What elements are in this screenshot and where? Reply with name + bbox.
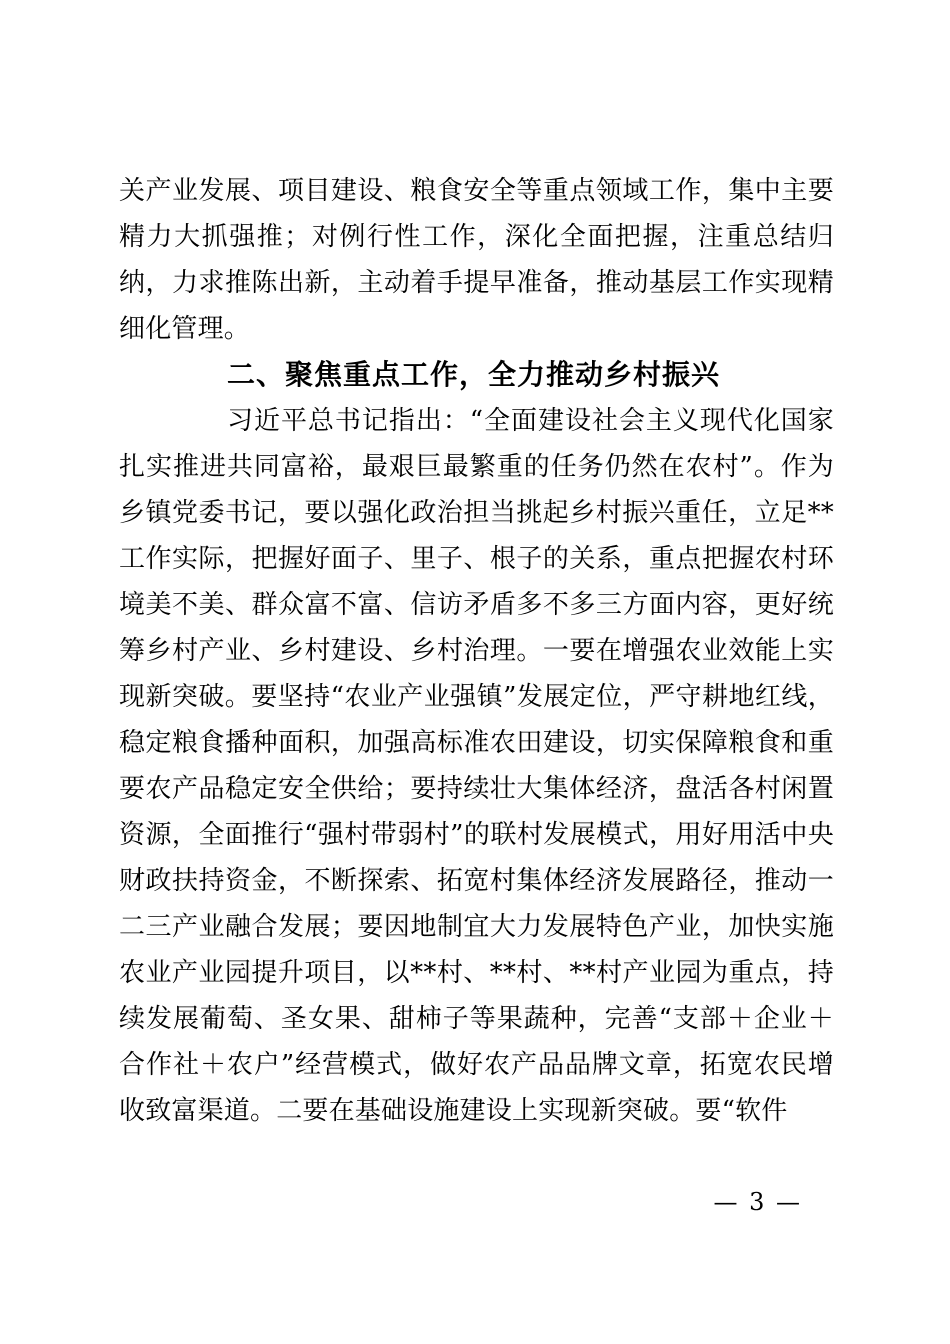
page-number: — 3 — — [713, 1188, 802, 1216]
section-heading: 二、聚焦重点工作，全力推动乡村振兴 — [227, 358, 721, 391]
paragraph-body: 习近平总书记指出：“全面建设社会主义现代化国家扎实推进共同富裕，最艰巨最繁重的任务仍然在农村”。作为乡镇党委书记，要以强化政治担当挑起乡村振兴重任，立足**工作实际，把握好面子、里子、根子的关系，重点把握农村环境美不美、群众富不富、信访矛盾多不多三方面内容，更好统筹乡村产业、乡村建设、乡村治理。一要在增强农业效能上实现新突破。要坚持“农业产业强镇”发展定位，严守耕地红线，稳定粮食播种面积，加强高标准农田建设，切实保障粮食和重要农产品稳定安全供给；要持续壮大集体经济，盘活各村闲置资源，全面推行“强村带弱村”的联村发展模式，用好用活中央财政扶持资金，不断探索、拓宽村集体经济发展路径，推动一二三产业融合发展；要因地制宜大力发展特色产业，加快实施农业产业园提升项目，以**村、**村、**村产业园为重点，持续发展葡萄、圣女果、甜柿子等果蔬种，完善“支部＋企业＋合作社＋农户”经营模式，做好农产品品牌文章，拓宽农民增收致富渠道。二要在基础设施建设上实现新突破。要“软件 — [119, 406, 834, 1126]
paragraph-continuation: 关产业发展、项目建设、粮食安全等重点领域工作，集中主要精力大抓强推；对例行性工作，深化全面把握，注重总结归纳，力求推陈出新，主动着手提早准备，推动基层工作实现精细化管理。 — [119, 176, 834, 344]
document-body — [119, 168, 834, 1134]
